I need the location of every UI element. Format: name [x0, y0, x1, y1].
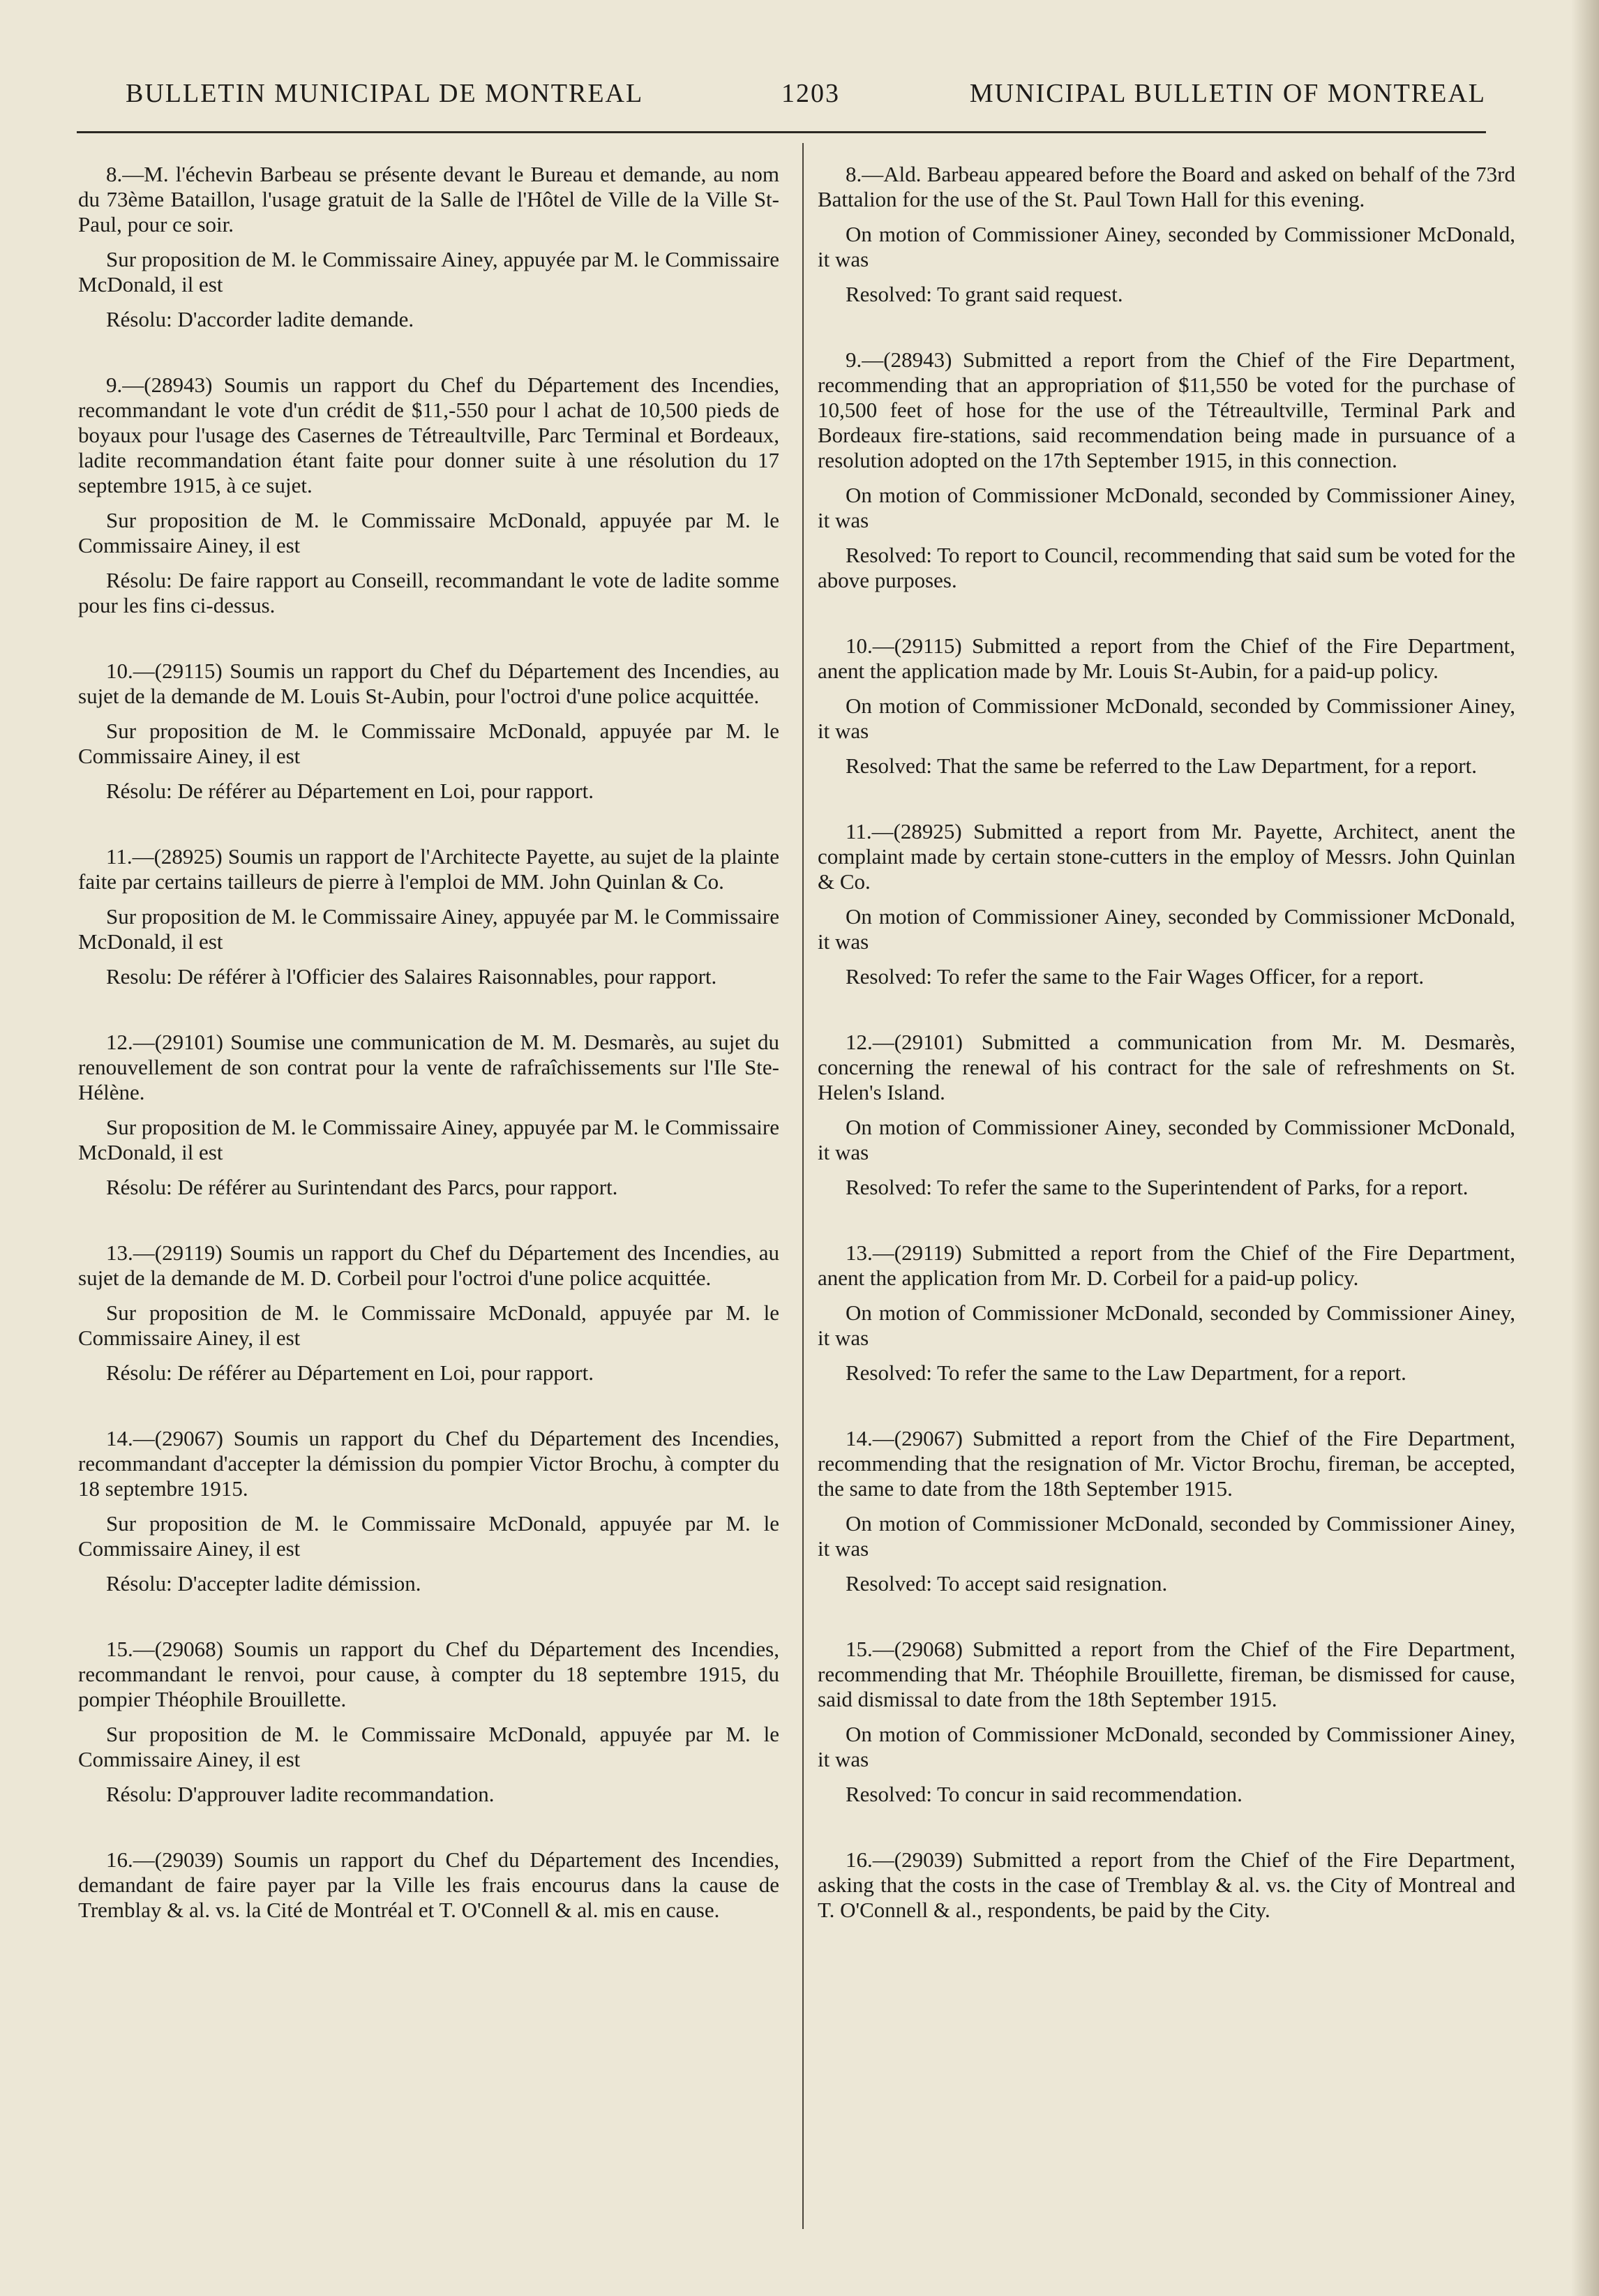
english-item-11 [818, 819, 1515, 989]
english-item-16 [818, 1847, 1515, 1923]
page-header [126, 78, 1486, 120]
item-motion: Sur proposition de M. le Commissaire Ainey, appuyée par M. le Commissaire McDonald, il est [78, 1115, 779, 1164]
french-item-10 [78, 659, 779, 804]
item-motion: Sur proposition de M. le Commissaire Ainey, appuyée par M. le Commissaire McDonald, il est [78, 247, 779, 297]
item-motion: Sur proposition de M. le Commissaire Ainey, appuyée par M. le Commissaire McDonald, il est [78, 904, 779, 954]
header-rule [77, 131, 1486, 133]
item-motion: On motion of Commissioner McDonald, seconded by Commissioner Ainey, it was [818, 483, 1515, 532]
french-column [78, 162, 779, 1963]
item-text: 15.—(29068) Soumis un rapport du Chef du Département des Incendies, recommandant le renvoi, pour cause, à compter du 18 septembre 1915, du pompier Théophile Brouillette. [78, 1637, 779, 1711]
french-item-16 [78, 1847, 779, 1923]
item-text: 14.—(29067) Submitted a report from the Chief of the Fire Department, recommending that the resignation of Mr. Victor Brochu, fireman, be accepted, the same to date from the 18th September 1915. [818, 1426, 1515, 1501]
item-text: 8.—Ald. Barbeau appeared before the Board and asked on behalf of the 73rd Battalion for the use of the St. Paul Town Hall for this evening. [818, 162, 1515, 211]
item-text: 9.—(28943) Soumis un rapport du Chef du Département des Incendies, recommandant le vote d'un crédit de $11,-550 pour l achat de 10,500 pieds de boyaux pour l'usage des Casernes de Tétreaultville, Parc Terminal et Bordeaux, ladite recommandation étant faite pour donner suite à une résolution du 17 septembre 1915, à ce sujet. [78, 373, 779, 497]
french-item-8 [78, 162, 779, 332]
english-item-13 [818, 1240, 1515, 1386]
item-text: 11.—(28925) Soumis un rapport de l'Architecte Payette, au sujet de la plainte faite par certains tailleurs de pierre à l'emploi de MM. John Quinlan & Co. [78, 844, 779, 894]
item-motion: On motion of Commissioner McDonald, seconded by Commissioner Ainey, it was [818, 1722, 1515, 1771]
item-motion: Sur proposition de M. le Commissaire McDonald, appuyée par M. le Commissaire Ainey, il est [78, 1511, 779, 1561]
page-edge [1571, 0, 1599, 2296]
header-english-title: MUNICIPAL BULLETIN OF MONTREAL [969, 79, 1486, 108]
item-text: 14.—(29067) Soumis un rapport du Chef du Département des Incendies, recommandant d'accepter la démission du pompier Victor Brochu, à compter du 18 septembre 1915. [78, 1426, 779, 1501]
english-item-8 [818, 162, 1515, 307]
item-motion: Sur proposition de M. le Commissaire McDonald, appuyée par M. le Commissaire Ainey, il est [78, 508, 779, 557]
item-text: 12.—(29101) Soumise une communication de M. M. Desmarès, au sujet du renouvellement de son contrat pour la vente de rafraîchissements sur l'Ile Ste-Hélène. [78, 1030, 779, 1104]
item-text: 16.—(29039) Soumis un rapport du Chef du Département des Incendies, demandant de faire payer par la Ville les frais encourus dans la cause de Tremblay & al. vs. la Cité de Montréal et T. O'Connell & al. mis en cause. [78, 1847, 779, 1922]
item-resolution: Resolved: To grant said request. [846, 282, 1123, 306]
french-item-14 [78, 1426, 779, 1596]
item-motion: On motion of Commissioner McDonald, seconded by Commissioner Ainey, it was [818, 1300, 1515, 1350]
item-motion: Sur proposition de M. le Commissaire McDonald, appuyée par M. le Commissaire Ainey, il est [78, 719, 779, 768]
item-motion: On motion of Commissioner Ainey, seconded by Commissioner McDonald, it was [818, 904, 1515, 954]
french-item-15 [78, 1637, 779, 1807]
item-resolution: Resolved: To report to Council, recommending that said sum be voted for the above purposes. [818, 543, 1515, 592]
item-motion: Sur proposition de M. le Commissaire McDonald, appuyée par M. le Commissaire Ainey, il est [78, 1722, 779, 1771]
item-motion: On motion of Commissioner Ainey, seconded by Commissioner McDonald, it was [818, 222, 1515, 271]
item-resolution: Résolu: D'approuver ladite recommandation. [106, 1782, 495, 1806]
french-item-13 [78, 1240, 779, 1386]
english-item-9 [818, 347, 1515, 593]
item-resolution: Resolved: To accept said resignation. [846, 1571, 1168, 1596]
french-item-11 [78, 844, 779, 989]
item-resolution: Résolu: De référer au Département en Loi, pour rapport. [106, 1360, 594, 1385]
item-text: 16.—(29039) Submitted a report from the Chief of the Fire Department, asking that the costs in the case of Tremblay & al. vs. the City of Montreal and T. O'Connell & al., respondents, be paid by the City. [818, 1847, 1515, 1922]
english-item-12 [818, 1030, 1515, 1200]
french-item-12 [78, 1030, 779, 1200]
english-item-10 [818, 633, 1515, 779]
item-resolution: Résolu: De référer au Surintendant des Parcs, pour rapport. [106, 1175, 618, 1199]
item-motion: On motion of Commissioner Ainey, seconded by Commissioner McDonald, it was [818, 1115, 1515, 1164]
column-divider [802, 143, 804, 2229]
item-text: 10.—(29115) Submitted a report from the Chief of the Fire Department, anent the application made by Mr. Louis St-Aubin, for a paid-up policy. [818, 633, 1515, 683]
item-text: 10.—(29115) Soumis un rapport du Chef du Département des Incendies, au sujet de la demande de M. Louis St-Aubin, pour l'octroi d'une police acquittée. [78, 659, 779, 708]
item-resolution: Resolved: To refer the same to the Fair Wages Officer, for a report. [846, 964, 1425, 989]
item-text: 8.—M. l'échevin Barbeau se présente devant le Bureau et demande, au nom du 73ème Bataillon, l'usage gratuit de la Salle de l'Hôtel de Ville de la Ville St-Paul, pour ce soir. [78, 162, 779, 237]
item-text: 12.—(29101) Submitted a communication from Mr. M. Desmarès, concerning the renewal of his contract for the sale of refreshments on St. Helen's Island. [818, 1030, 1515, 1104]
english-item-14 [818, 1426, 1515, 1596]
french-item-9 [78, 373, 779, 618]
item-motion: On motion of Commissioner McDonald, seconded by Commissioner Ainey, it was [818, 1511, 1515, 1561]
item-resolution: Résolu: D'accorder ladite demande. [106, 307, 414, 331]
item-resolution: Resolu: De référer à l'Officier des Salaires Raisonnables, pour rapport. [106, 964, 717, 989]
item-motion: Sur proposition de M. le Commissaire McDonald, appuyée par M. le Commissaire Ainey, il est [78, 1300, 779, 1350]
header-french-title: BULLETIN MUNICIPAL DE MONTREAL [126, 79, 644, 108]
item-motion: On motion of Commissioner McDonald, seconded by Commissioner Ainey, it was [818, 693, 1515, 743]
page-number: 1203 [781, 79, 840, 108]
english-item-15 [818, 1637, 1515, 1807]
item-resolution: Résolu: D'accepter ladite démission. [106, 1571, 421, 1596]
item-text: 11.—(28925) Submitted a report from Mr. Payette, Architect, anent the complaint made by certain stone-cutters in the employ of Messrs. John Quinlan & Co. [818, 819, 1515, 894]
english-column [818, 162, 1515, 1963]
item-text: 15.—(29068) Submitted a report from the Chief of the Fire Department, recommending that Mr. Théophile Brouillette, fireman, be dismissed for cause, said dismissal to date from the 18th September 1915. [818, 1637, 1515, 1711]
item-resolution: Résolu: De faire rapport au Conseill, recommandant le vote de ladite somme pour les fins ci-dessus. [78, 568, 779, 617]
item-text: 13.—(29119) Submitted a report from the Chief of the Fire Department, anent the application from Mr. D. Corbeil for a paid-up policy. [818, 1240, 1515, 1290]
item-resolution: Resolved: To concur in said recommendation. [846, 1782, 1243, 1806]
item-resolution: Resolved: To refer the same to the Superintendent of Parks, for a report. [846, 1175, 1469, 1199]
item-resolution: Résolu: De référer au Département en Loi, pour rapport. [106, 779, 594, 803]
item-resolution: Resolved: To refer the same to the Law Department, for a report. [846, 1360, 1406, 1385]
item-text: 9.—(28943) Submitted a report from the Chief of the Fire Department, recommending that an appropriation of $11,550 be voted for the purchase of 10,500 feet of hose for the use of the Tétreaultville, Terminal Park and Bordeaux fire-stations, said recommendation being made in pursuance of a resolution adopted on the 17th September 1915, in this connection. [818, 347, 1515, 472]
item-resolution: Resolved: That the same be referred to the Law Department, for a report. [846, 753, 1477, 778]
item-text: 13.—(29119) Soumis un rapport du Chef du Département des Incendies, au sujet de la demande de M. D. Corbeil pour l'octroi d'une police acquittée. [78, 1240, 779, 1290]
